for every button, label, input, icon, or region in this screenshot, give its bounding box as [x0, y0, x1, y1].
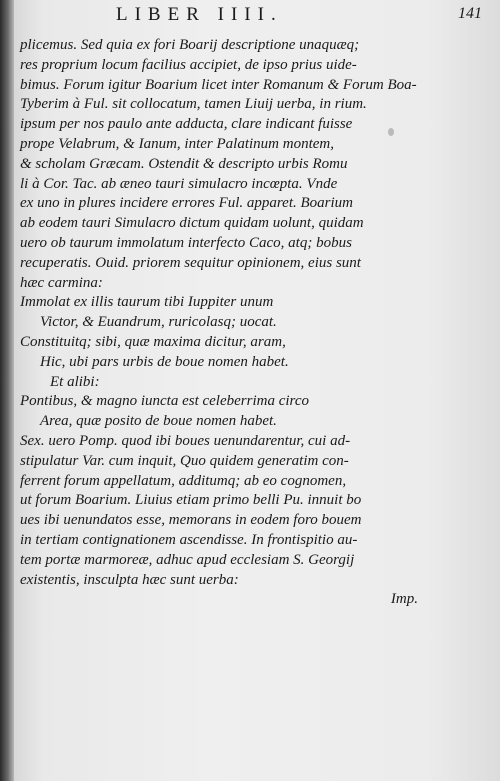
body-line: li à Cor. Tac. ab æneo tauri simulacro incœpta. Vnde	[20, 175, 338, 192]
verse-line: Hic, ubi pars urbis de boue nomen habet.	[40, 353, 289, 370]
verse-line: Victor, & Euandrum, ruricolasq; uocat.	[40, 314, 277, 331]
page-header	[20, 2, 490, 30]
et-alibi: Et alibi:	[50, 373, 100, 390]
running-head: LIBER IIII.	[116, 4, 283, 25]
page-body	[20, 36, 470, 610]
body-line: ab eodem tauri Simulacro dictum quidam uolunt, quidam	[20, 215, 364, 232]
verse-line: Area, quæ posito de boue nomen habet.	[40, 413, 277, 430]
body-line: & scholam Græcam. Ostendit & descripto urbis Romu	[20, 155, 348, 172]
ink-stain	[388, 128, 394, 136]
body-line: tem portæ marmoreæ, adhuc apud ecclesiam S. Georgij	[20, 551, 355, 568]
verse-line: Constituitq; sibi, quæ maxima dicitur, aram,	[20, 333, 286, 350]
body-line: Tyberim à Ful. sit collocatum, tamen Liuij uerba, in rium.	[20, 96, 367, 113]
body-line: ut forum Boarium. Liuius etiam primo belli Pu. innuit bo	[20, 492, 362, 509]
body-line: stipulatur Var. cum inquit, Quo quidem generatim con-	[20, 452, 349, 469]
body-line: ferrent forum appellatum, additumq; ab eo cognomen,	[20, 472, 347, 489]
body-line: hæc carmina:	[20, 274, 103, 291]
body-line: existentis, insculpta hæc sunt uerba:	[20, 571, 239, 588]
body-line: prope Velabrum, & Ianum, inter Palatinum montem,	[20, 135, 334, 152]
body-line: recuperatis. Ouid. priorem sequitur opinionem, eius sunt	[20, 254, 361, 271]
body-line: Sex. uero Pomp. quod ibi boues uenundarentur, cui ad-	[20, 432, 351, 449]
body-line: ipsum per nos paulo ante adducta, clare indicant fuisse	[20, 116, 353, 133]
body-line: bimus. Forum igitur Boarium licet inter Romanum & Forum Boa-	[20, 76, 417, 93]
body-line: ex uno in plures incidere errores Ful. apparet. Boarium	[20, 195, 354, 212]
body-line: plicemus. Sed quia ex fori Boarij descriptione unaquæq;	[20, 37, 360, 53]
catchword: Imp.	[390, 591, 418, 608]
body-line: in tertiam contignationem ascendisse. In frontispitio au-	[20, 531, 358, 548]
verse-line: Immolat ex illis taurum tibi Iuppiter unum	[20, 294, 274, 311]
verse-line: Pontibus, & magno iuncta est celeberrima circo	[20, 393, 309, 410]
body-line: ues ibi uenundatos esse, memorans in eodem foro bouem	[20, 512, 362, 529]
body-line: uero ob taurum immolatum interfecto Caco, atq; bobus	[20, 234, 352, 251]
body-line: res proprium locum facilius accipiet, de ipso prius uide-	[20, 56, 357, 73]
book-gutter	[0, 0, 14, 781]
page-number: 141	[458, 5, 482, 22]
